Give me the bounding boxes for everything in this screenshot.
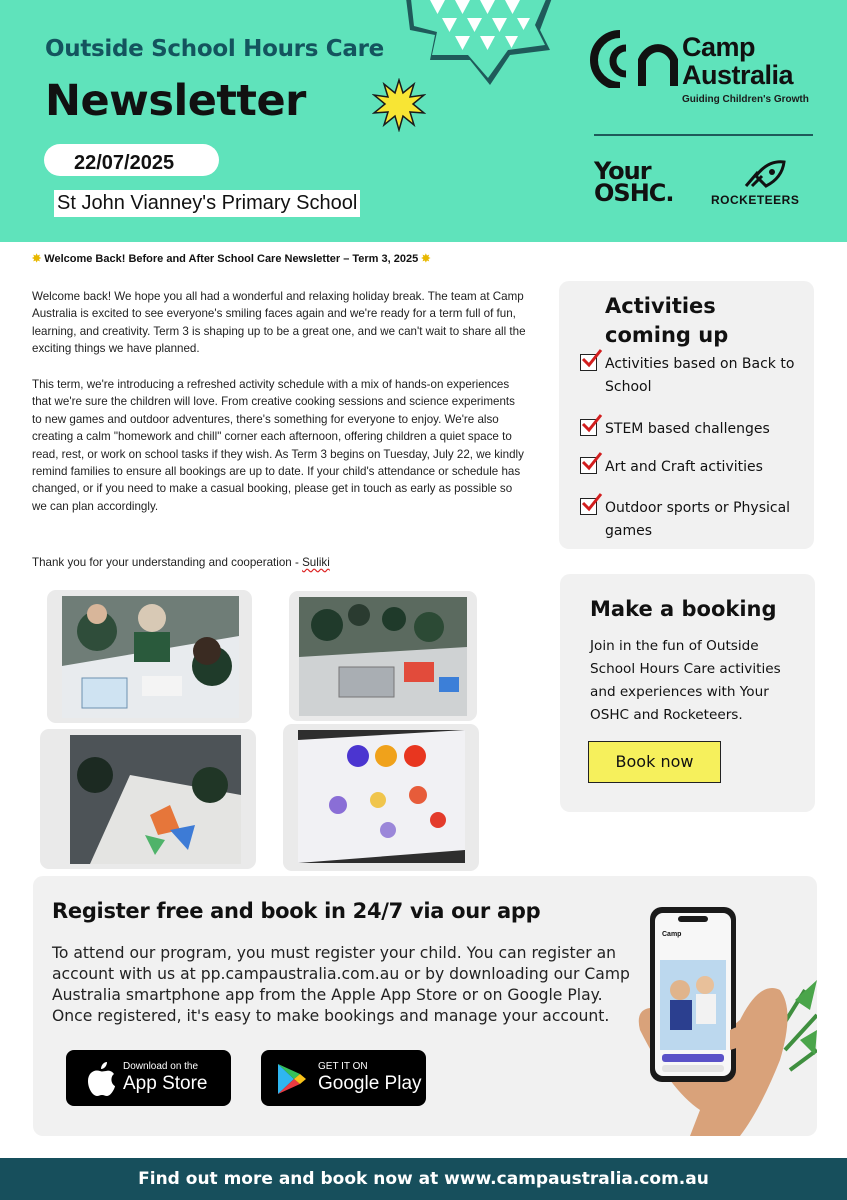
smartphone-illustration: [630, 880, 817, 1136]
brand-name-line1: Camp: [682, 32, 756, 62]
photo-tangram-activity: [70, 735, 241, 864]
activity-item: [580, 353, 800, 399]
photo-2-illustration: [299, 597, 467, 716]
photo-1-illustration: [62, 596, 239, 718]
signoff-name: Suliki: [302, 556, 330, 569]
app-store-small-text: Download on the: [123, 1061, 199, 1072]
app-store-big-text: App Store: [123, 1073, 208, 1094]
page-title: Newsletter: [45, 76, 306, 126]
photo-children-drawing: [62, 596, 239, 718]
signoff: [32, 554, 527, 571]
newsletter-kicker: Outside School Hours Care: [45, 36, 384, 62]
svg-text:Camp: Camp: [662, 931, 682, 938]
activity-item: [580, 456, 800, 479]
book-now-button[interactable]: Book now: [588, 741, 721, 783]
rocket-icon: [738, 158, 788, 190]
activity-item-label: Outdoor sports or Physical games: [605, 500, 791, 539]
google-play-big-text: Google Play: [318, 1073, 422, 1094]
school-name: St John Vianney's Primary School: [54, 190, 360, 217]
booking-text: Join in the fun of Outside School Hours Care activities and experiences with Your OSHC and Rocketeers.: [590, 638, 781, 723]
rocketeers-logo: ROCKETEERS: [711, 193, 800, 207]
sparkle-icon: ✸: [421, 253, 431, 265]
activity-item: [580, 497, 800, 543]
checkbox-checked-icon: [580, 419, 597, 436]
activity-item-label: Art and Craft activities: [605, 459, 763, 475]
google-play-small-text: GET IT ON: [318, 1061, 368, 1072]
google-play-icon: [276, 1062, 308, 1096]
starburst-icon: [372, 78, 426, 132]
camp-australia-logo-icon: [590, 30, 678, 88]
register-title: Register free and book in 24/7 via our app: [52, 899, 541, 923]
triangle-pattern-decoration: [400, 0, 560, 90]
header-divider: [594, 134, 813, 136]
photo-4-illustration: [298, 730, 465, 863]
apple-icon: [84, 1061, 116, 1097]
sparkle-icon: ✸: [32, 253, 42, 265]
activity-item-label: Activities based on Back to School: [605, 356, 795, 395]
booking-title: Make a booking: [590, 597, 777, 621]
activities-title: Activities coming up: [605, 294, 729, 347]
brand-name-line2: Australia: [682, 60, 794, 90]
register-text: To attend our program, you must register your child. You can register an account with us at pp.campaustralia.com.au or by downloading our Camp Australia smartphone app from the Apple App Store or on Google Play. Once registered, it's easy to make bookings and manage your account.: [52, 944, 630, 1025]
photo-3-illustration: [70, 735, 241, 864]
checkbox-checked-icon: [580, 457, 597, 474]
google-play-button[interactable]: [261, 1050, 426, 1106]
intro-paragraph-1: Welcome back! We hope you all had a wonderful and relaxing holiday break. The team at Camp Australia is excited to see everyone's smiling faces again and we're ready for a term full of fun, learning, and creativity. Term 3 is shaping up to be a great one, and we can't wait to share all the exciting things we have planned.: [32, 290, 526, 356]
your-oshc-line2: OSHC.: [594, 179, 674, 207]
your-oshc-line1: Your: [594, 157, 651, 185]
intro-heading-text: Welcome Back! Before and After School Care Newsletter – Term 3, 2025: [44, 253, 419, 265]
app-store-button[interactable]: [66, 1050, 231, 1106]
brand-tagline: Guiding Children's Growth: [682, 94, 809, 105]
signoff-text: Thank you for your understanding and cooperation -: [32, 556, 303, 569]
checkbox-checked-icon: [580, 498, 597, 515]
intro-heading: [32, 252, 431, 265]
date-badge: 22/07/2025: [44, 144, 219, 176]
photo-handprint-art: [298, 730, 465, 863]
intro-paragraph-2: This term, we're introducing a refreshed activity schedule with a mix of hands-on experiences that we're sure the children will love. From creative cooking sessions and science experiments to new games and outdoor adventures, there's something for everyone to enjoy. We're also creating a calm "homework and chill" corner each afternoon, offering children a quiet space to read, rest, or work on school tasks if they wish. As Term 3 begins on Tuesday, July 22, we kindly remind families to ensure all bookings are up to date. If your child's attendance or schedule has changed, or if you need to make a casual booking, please get in touch as early as possible so we can plan accordingly.: [32, 378, 524, 513]
checkbox-checked-icon: [580, 354, 597, 371]
your-oshc-logo: [594, 157, 674, 207]
activity-item: [580, 418, 800, 441]
photo-science-activity: [299, 597, 467, 716]
footer-text: Find out more and book now at www.campaustralia.com.au: [138, 1169, 709, 1189]
activity-item-label: STEM based challenges: [605, 421, 770, 437]
